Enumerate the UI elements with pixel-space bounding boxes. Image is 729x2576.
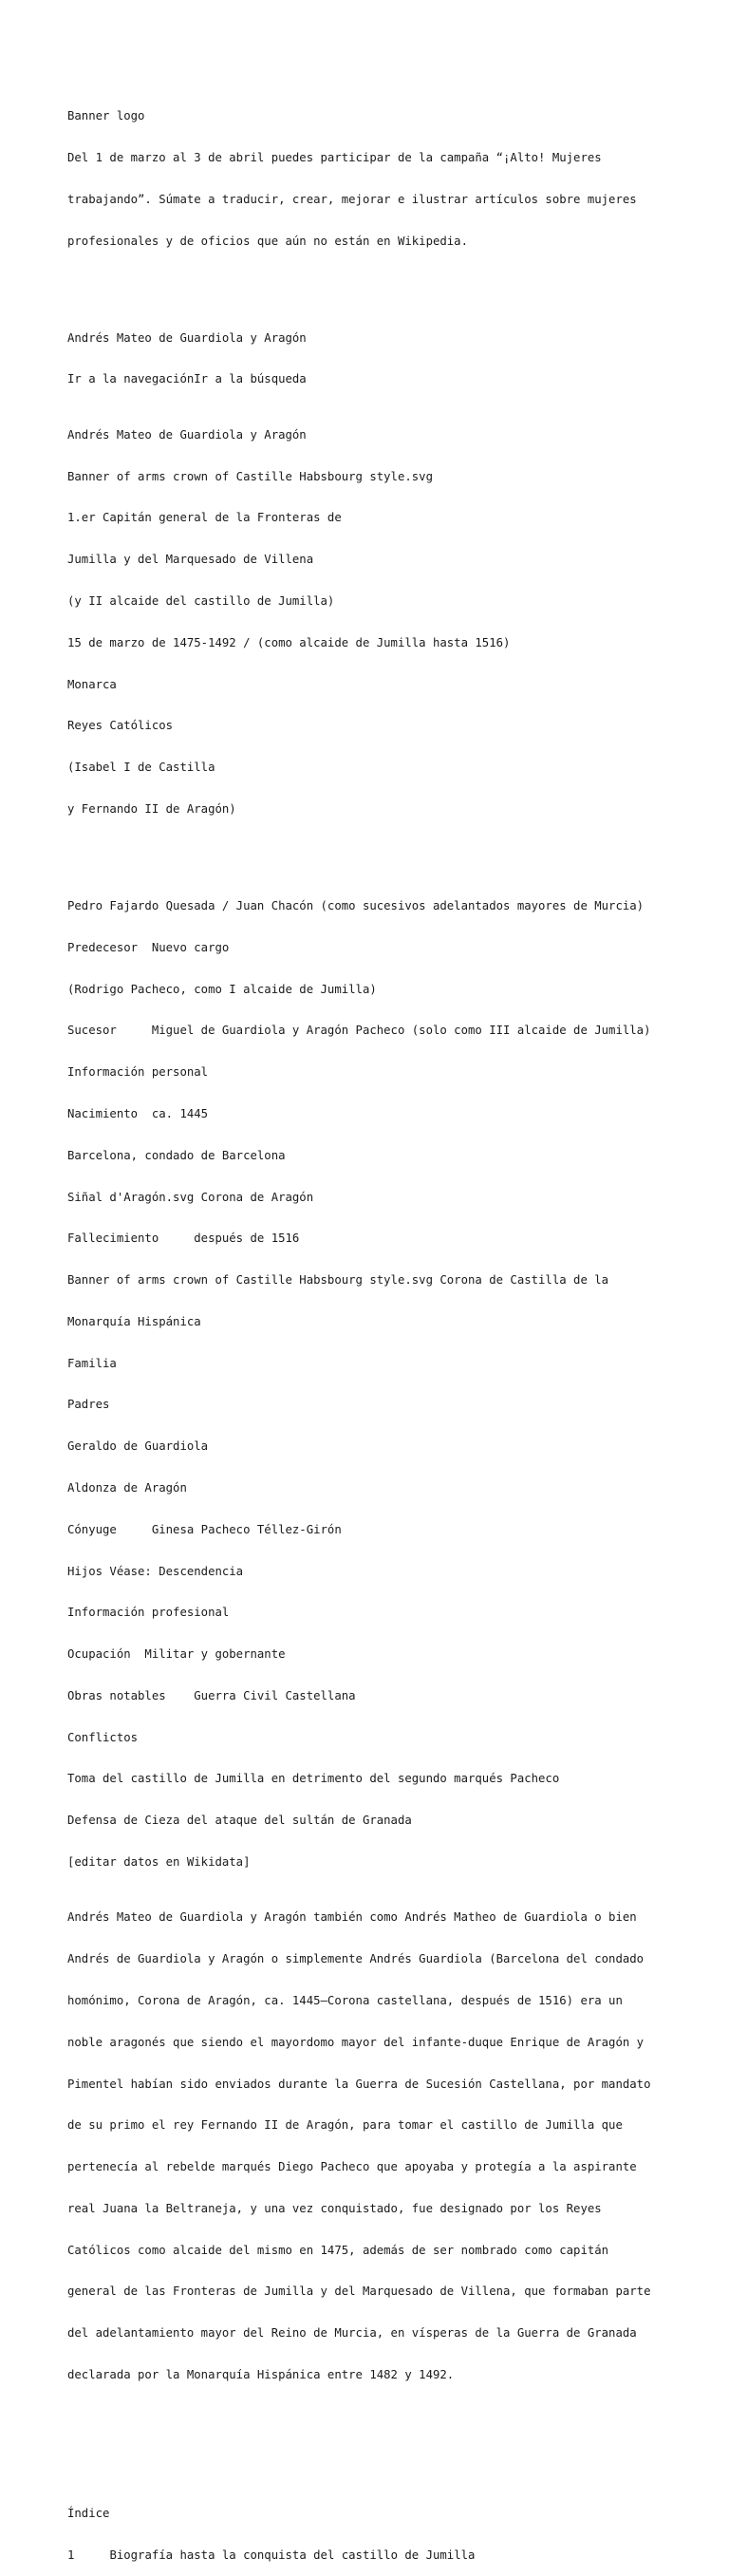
infobox-predecessor-note: (Rodrigo Pacheco, como I alcaide de Jumilla) bbox=[67, 982, 377, 996]
article-intro-line: Católicos como alcaide del mismo en 1475, además de ser nombrado como capitán bbox=[67, 2243, 609, 2257]
infobox-predecessors: Pedro Fajardo Quesada / Juan Chacón (como sucesivos adelantados mayores de Murcia) bbox=[67, 899, 645, 913]
infobox-monarch-label: Monarca bbox=[67, 677, 117, 691]
infobox-children-row: Hijos Véase: Descendencia bbox=[67, 1564, 244, 1578]
infobox-office: (y II alcaide del castillo de Jumilla) bbox=[67, 593, 335, 608]
infobox-monarch-link[interactable]: y Fernando II de Aragón) bbox=[67, 801, 236, 816]
infobox-conflict-item[interactable]: Defensa de Cieza del ataque del sultán de Granada bbox=[67, 1814, 412, 1828]
infobox-birth-row: Nacimiento ca. 1445 bbox=[67, 1106, 209, 1120]
article-intro-line: general de las Fronteras de Jumilla y del Marquesado de Villena, que formaban parte bbox=[67, 2285, 651, 2299]
campaign-notice-line: Del 1 de marzo al 3 de abril puedes participar de la campaña “¡Alto! Mujeres bbox=[67, 150, 602, 164]
campaign-notice-line: trabajando”. Súmate a traducir, crear, mejorar e ilustrar artículos sobre mujeres bbox=[67, 192, 637, 206]
banner-logo[interactable]: Banner logo bbox=[67, 109, 145, 123]
toc-item[interactable] bbox=[67, 2548, 722, 2563]
article-intro-line: Andrés de Guardiola y Aragón o simplemente Andrés Guardiola (Barcelona del condado bbox=[67, 1952, 645, 1966]
article-intro-line: Pimentel habían sido enviados durante la Guerra de Sucesión Castellana, por mandato bbox=[67, 2077, 651, 2091]
infobox-office: 1.er Capitán general de la Fronteras de bbox=[67, 511, 342, 525]
infobox-father[interactable]: Geraldo de Guardiola bbox=[67, 1439, 209, 1454]
page-title: Andrés Mateo de Guardiola y Aragón bbox=[67, 330, 307, 345]
infobox-death-row: Fallecimiento después de 1516 bbox=[67, 1232, 300, 1246]
article-intro-line: pertenecía al rebelde marqués Diego Pacheco que apoyaba y protegía a la aspirante bbox=[67, 2160, 637, 2174]
infobox-term: 15 de marzo de 1475-1492 / (como alcaide de Jumilla hasta 1516) bbox=[67, 635, 511, 649]
campaign-notice-line: profesionales y de oficios que aún no están en Wikipedia. bbox=[67, 234, 468, 248]
toc-title: Índice bbox=[67, 2506, 110, 2520]
article-intro-line: de su primo el rey Fernando II de Aragón, para tomar el castillo de Jumilla que bbox=[67, 2118, 623, 2133]
infobox-birth-place[interactable]: Barcelona, condado de Barcelona bbox=[67, 1148, 286, 1162]
infobox-successor-row: Sucesor Miguel de Guardiola y Aragón Pacheco (solo como III alcaide de Jumilla) bbox=[67, 1024, 651, 1038]
infobox-section-personal: Información personal bbox=[67, 1065, 209, 1080]
infobox-predecessor-row: Predecesor Nuevo cargo bbox=[67, 940, 230, 954]
article-intro-line: real Juana la Beltraneja, y una vez conquistado, fue designado por los Reyes bbox=[67, 2201, 602, 2215]
toc-item-number: 1 bbox=[67, 2548, 75, 2562]
article-intro-line: declarada por la Monarquía Hispánica entre 1482 y 1492. bbox=[67, 2367, 455, 2381]
article-intro-line: del adelantamiento mayor del Reino de Murcia, en vísperas de la Guerra de Granada bbox=[67, 2326, 637, 2341]
infobox-monarch-link[interactable]: Reyes Católicos bbox=[67, 719, 174, 733]
infobox-spouse-row: Cónyuge Ginesa Pacheco Téllez-Girón bbox=[67, 1522, 342, 1536]
skip-links[interactable]: Ir a la navegaciónIr a la búsqueda bbox=[67, 372, 307, 386]
spacer bbox=[67, 2452, 722, 2466]
wikidata-edit-link[interactable]: [editar datos en Wikidata] bbox=[67, 1855, 251, 1869]
article-intro-line: homónimo, Corona de Aragón, ca. 1445–Corona castellana, después de 1516) era un bbox=[67, 1993, 623, 2007]
spacer bbox=[67, 2410, 722, 2424]
infobox-death-place[interactable]: Monarquía Hispánica bbox=[67, 1314, 201, 1328]
spacer bbox=[67, 844, 722, 858]
document-body bbox=[67, 82, 722, 2576]
infobox-section-professional: Información profesional bbox=[67, 1606, 230, 1620]
infobox-parents-label: Padres bbox=[67, 1398, 110, 1412]
article-intro-line: Andrés Mateo de Guardiola y Aragón también como Andrés Matheo de Guardiola o bien bbox=[67, 1910, 637, 1925]
infobox-birth-flag[interactable]: Siñal d'Aragón.svg Corona de Aragón bbox=[67, 1190, 314, 1204]
infobox-mother[interactable]: Aldonza de Aragón bbox=[67, 1480, 187, 1495]
infobox-office: Jumilla y del Marquesado de Villena bbox=[67, 553, 314, 567]
spacer bbox=[67, 275, 722, 290]
infobox-section-family: Familia bbox=[67, 1356, 117, 1370]
infobox-image-alt[interactable]: Banner of arms crown of Castille Habsbourg style.svg bbox=[67, 469, 433, 483]
article-intro-line: noble aragonés que siendo el mayordomo mayor del infante-duque Enrique de Aragón y bbox=[67, 2035, 645, 2049]
infobox-monarch-link[interactable]: (Isabel I de Castilla bbox=[67, 761, 215, 775]
infobox-conflict-item[interactable]: Toma del castillo de Jumilla en detrimento del segundo marqués Pacheco bbox=[67, 1772, 560, 1786]
infobox-death-place[interactable]: Banner of arms crown of Castille Habsbourg style.svg Corona de Castilla de la bbox=[67, 1273, 609, 1288]
toc-item-label[interactable]: Biografía hasta la conquista del castillo de Jumilla bbox=[109, 2548, 476, 2562]
infobox-conflicts-label: Conflictos bbox=[67, 1730, 139, 1744]
infobox-name: Andrés Mateo de Guardiola y Aragón bbox=[67, 427, 307, 442]
infobox-works-row: Obras notables Guerra Civil Castellana bbox=[67, 1688, 356, 1702]
infobox-occupation-row: Ocupación Militar y gobernante bbox=[67, 1647, 286, 1662]
